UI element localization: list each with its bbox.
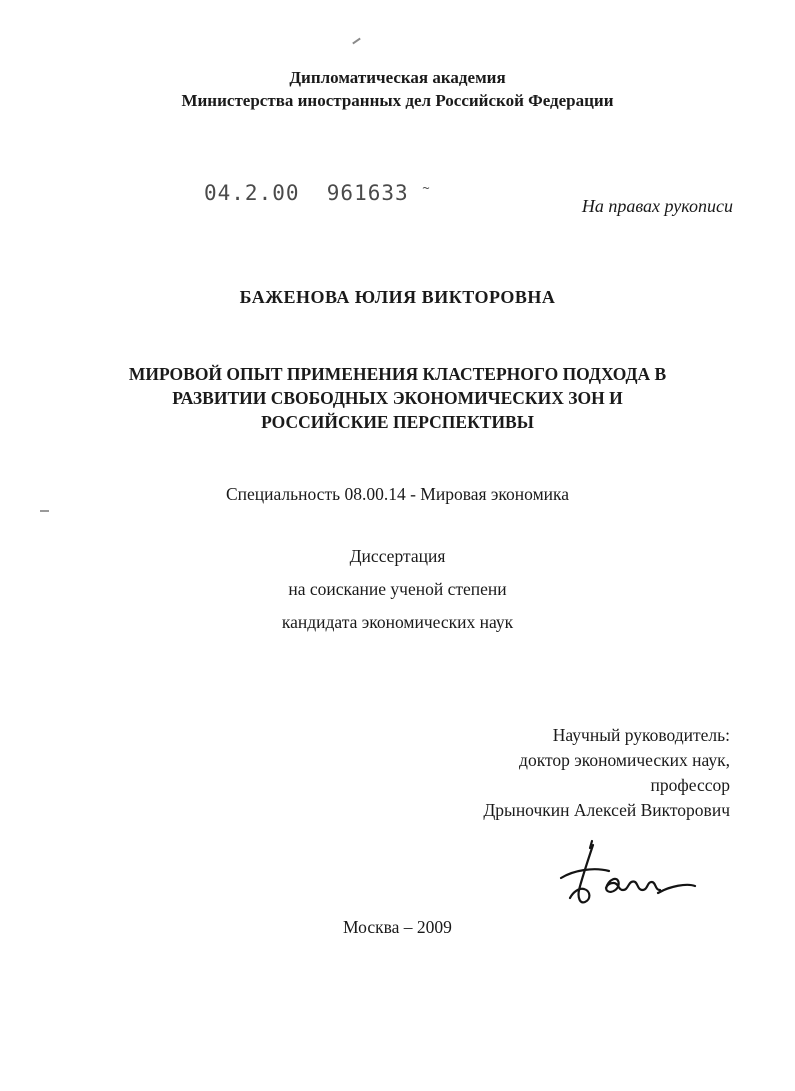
thesis-type-line-1: Диссертация xyxy=(349,546,446,566)
manuscript-rights-note: На правах рукописи xyxy=(581,196,733,216)
library-stamp-number xyxy=(204,181,430,205)
stray-pen-dash xyxy=(40,510,49,512)
title-line-3: РОССИЙСКИЕ ПЕРСПЕКТИВЫ xyxy=(261,412,534,432)
title-line-1: МИРОВОЙ ОПЫТ ПРИМЕНЕНИЯ КЛАСТЕРНОГО ПОДХОДА В xyxy=(128,364,667,384)
supervisor-block xyxy=(483,723,730,823)
institution-line-2: Министерства иностранных дел Российской Федерации xyxy=(181,91,614,110)
author-name: БАЖЕНОВА ЮЛИЯ ВИКТОРОВНА xyxy=(239,287,556,307)
city-year-line: Москва – 2009 xyxy=(343,917,452,937)
stray-pen-tick xyxy=(352,38,361,45)
dissertation-title xyxy=(0,362,795,434)
thesis-type-line-2: на соискание ученой степени xyxy=(288,579,507,599)
supervisor-rank: профессор xyxy=(650,775,730,795)
supervisor-name: Дрыночкин Алексей Викторович xyxy=(483,800,730,820)
thesis-type-block xyxy=(0,540,795,639)
specialty-line: Специальность 08.00.14 - Мировая экономика xyxy=(225,484,570,504)
title-line-2: РАЗВИТИИ СВОБОДНЫХ ЭКОНОМИЧЕСКИХ ЗОН И xyxy=(172,388,623,408)
signature-handwriting xyxy=(552,836,702,910)
stamp-tick-mark: ~ xyxy=(422,181,430,195)
supervisor-label: Научный руководитель: xyxy=(552,725,730,745)
stamp-digits: 04.2.00 961633 xyxy=(204,181,409,205)
supervisor-degree: доктор экономических наук, xyxy=(519,750,730,770)
institution-line-1: Дипломатическая академия xyxy=(289,68,506,87)
thesis-type-line-3: кандидата экономических наук xyxy=(281,612,514,632)
institution-header xyxy=(0,66,795,112)
